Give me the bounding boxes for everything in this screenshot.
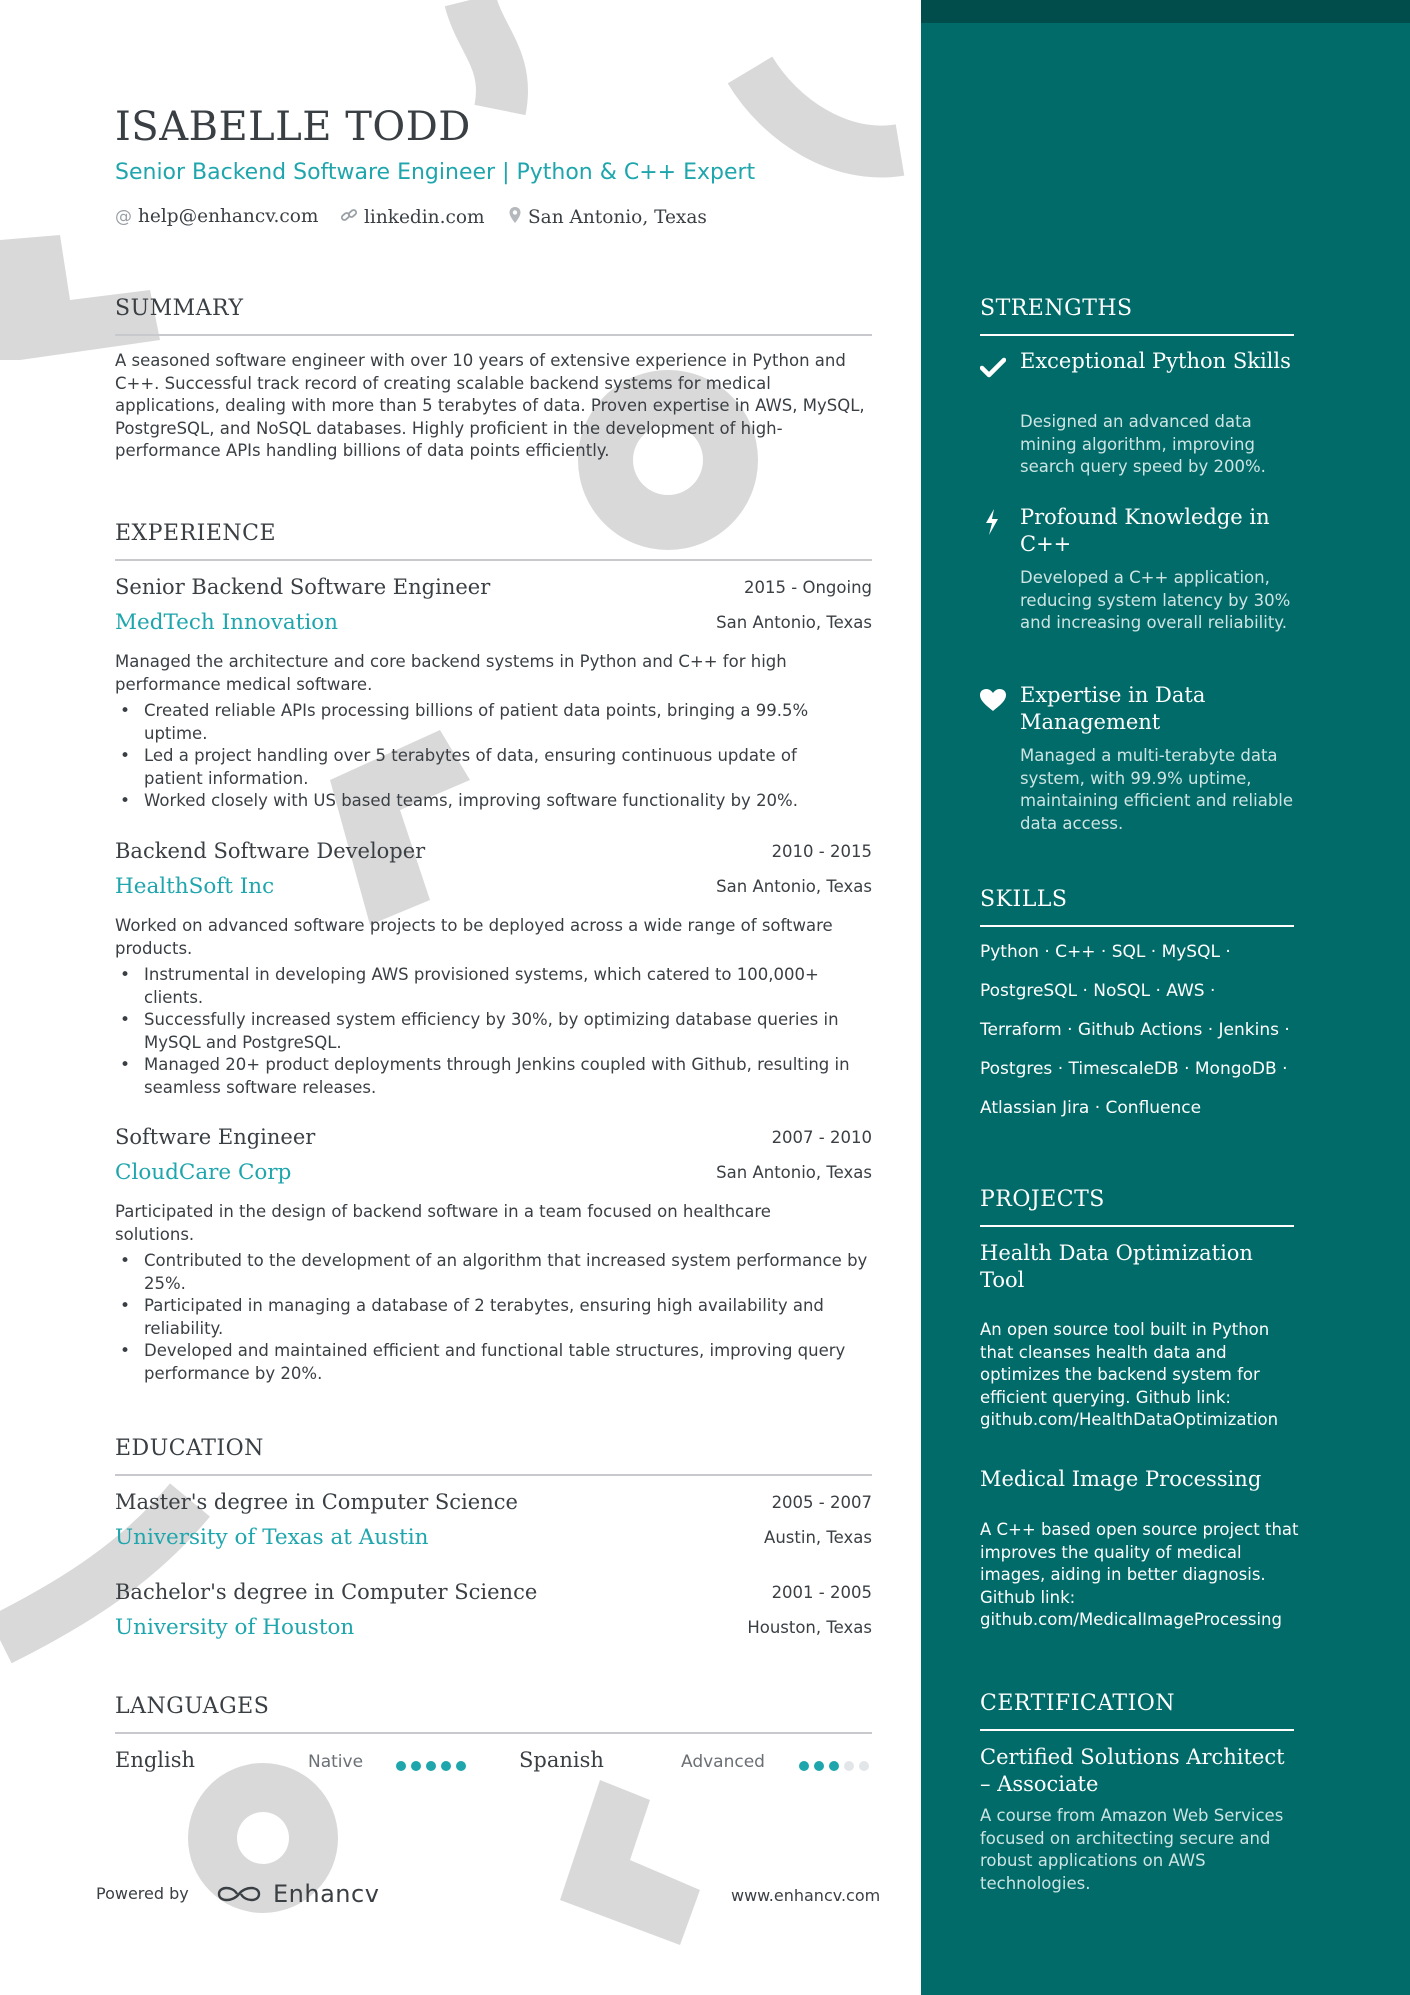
projects-divider xyxy=(980,1225,1294,1227)
strengths-heading: STRENGTHS xyxy=(980,296,1133,321)
location-pin-icon xyxy=(508,206,522,229)
education-dates: 2005 - 2007 xyxy=(771,1493,872,1512)
footer-url[interactable]: www.enhancv.com xyxy=(731,1886,881,1905)
experience-divider xyxy=(115,559,872,561)
job-bullets xyxy=(115,964,872,1099)
strength-description: Developed a C++ application, reducing system latency by 30% and increasing overall reliability. xyxy=(1020,568,1291,632)
job-bullet: • Created reliable APIs processing billions of patient data points, bringing a 99.5% uptime. xyxy=(115,700,848,745)
project-title: Health Data Optimization Tool xyxy=(980,1241,1253,1292)
linkedin-text: linkedin.com xyxy=(364,207,485,228)
skills-heading: SKILLS xyxy=(980,887,1068,912)
job-bullets xyxy=(115,700,872,813)
project-description: A C++ based open source project that improves the quality of medical images, aiding in better diagnosis. Github link: github.com/MedicalImageProcessing xyxy=(980,1520,1299,1629)
job-location: San Antonio, Texas xyxy=(716,877,872,896)
heart-icon xyxy=(979,688,1007,716)
enhancv-logo[interactable] xyxy=(215,1880,263,1912)
check-icon xyxy=(980,357,1006,383)
skills-line: Postgres · TimescaleDB · MongoDB · xyxy=(980,1059,1288,1079)
job-description: Worked on advanced software projects to be deployed across a wide range of software products. xyxy=(115,916,833,958)
languages-heading: LANGUAGES xyxy=(115,1694,270,1719)
job-bullet: • Developed and maintained efficient and functional table structures, improving query performance by 20%. xyxy=(115,1340,872,1385)
job-bullet: • Successfully increased system efficiency by 30%, by optimizing database queries in MySQL and PostgreSQL. xyxy=(115,1009,872,1054)
job-description: Managed the architecture and core backend systems in Python and C++ for high performance medical software. xyxy=(115,652,787,694)
education-location: Austin, Texas xyxy=(764,1528,872,1547)
strength-title: Profound Knowledge in C++ xyxy=(1020,505,1270,556)
language-level: Advanced xyxy=(681,1752,765,1772)
job-company: MedTech Innovation xyxy=(115,610,339,635)
education-degree: Bachelor's degree in Computer Science xyxy=(115,1580,538,1604)
rating-dot-empty xyxy=(844,1761,854,1771)
job-bullet: • Led a project handling over 5 terabytes of data, ensuring continuous update of patient information. xyxy=(115,745,832,790)
strengths-divider xyxy=(980,334,1294,336)
job-location: San Antonio, Texas xyxy=(716,613,872,632)
education-dates: 2001 - 2005 xyxy=(771,1583,872,1602)
skills-line: Terraform · Github Actions · Jenkins · xyxy=(980,1020,1290,1040)
rating-dot-filled xyxy=(814,1761,824,1771)
job-bullet: • Instrumental in developing AWS provisioned systems, which catered to 100,000+ clients. xyxy=(115,964,842,1009)
strength-title: Exceptional Python Skills xyxy=(1020,349,1291,373)
job-dates: 2015 - Ongoing xyxy=(744,578,872,597)
skills-line: PostgreSQL · NoSQL · AWS · xyxy=(980,981,1216,1001)
strength-description: Managed a multi-terabyte data system, with 99.9% uptime, maintaining efficient and reliable data access. xyxy=(1020,746,1294,833)
lightning-icon xyxy=(984,509,1000,539)
language-name: English xyxy=(115,1748,196,1772)
job-company: CloudCare Corp xyxy=(115,1160,292,1185)
sidebar-top-strip xyxy=(921,0,1410,23)
decor-arc xyxy=(750,70,900,152)
job-location: San Antonio, Texas xyxy=(716,1163,872,1182)
rating-dot-filled xyxy=(456,1761,466,1771)
language-rating xyxy=(799,1756,874,1775)
education-heading: EDUCATION xyxy=(115,1436,264,1461)
experience-heading: EXPERIENCE xyxy=(115,521,277,546)
rating-dot-empty xyxy=(859,1761,869,1771)
powered-by-label: Powered by xyxy=(96,1884,189,1903)
decor-block-bottom xyxy=(560,1780,700,1945)
link-icon xyxy=(340,206,358,229)
rating-dot-filled xyxy=(426,1761,436,1771)
rating-dot-filled xyxy=(396,1761,406,1771)
job-role: Backend Software Developer xyxy=(115,839,426,863)
certification-divider xyxy=(980,1729,1294,1731)
strength-description: Designed an advanced data mining algorithm, improving search query speed by 200%. xyxy=(1020,412,1266,476)
contact-linkedin[interactable] xyxy=(340,206,485,229)
email-text: help@enhancv.com xyxy=(138,206,319,227)
job-role: Senior Backend Software Engineer xyxy=(115,575,491,599)
rating-dot-filled xyxy=(441,1761,451,1771)
projects-heading: PROJECTS xyxy=(980,1187,1105,1212)
contact-email[interactable] xyxy=(115,206,318,227)
rating-dot-filled xyxy=(411,1761,421,1771)
at-icon: @ xyxy=(115,206,132,227)
job-bullet: • Contributed to the development of an algorithm that increased system performance by 25%. xyxy=(115,1250,872,1295)
skills-line: Python · C++ · SQL · MySQL · xyxy=(980,942,1231,962)
candidate-title: Senior Backend Software Engineer | Python & C++ Expert xyxy=(115,160,756,185)
education-school: University of Texas at Austin xyxy=(115,1525,429,1550)
candidate-name: ISABELLE TODD xyxy=(115,104,471,150)
summary-heading: SUMMARY xyxy=(115,296,244,321)
job-bullet: • Worked closely with US based teams, improving software functionality by 20%. xyxy=(115,790,872,813)
job-dates: 2010 - 2015 xyxy=(771,842,872,861)
skills-line: Atlassian Jira · Confluence xyxy=(980,1098,1202,1118)
skills-divider xyxy=(980,925,1294,927)
decor-curve xyxy=(470,0,502,110)
certification-description: A course from Amazon Web Services focused on architecting secure and robust applications on AWS technologies. xyxy=(980,1806,1284,1893)
education-location: Houston, Texas xyxy=(747,1618,872,1637)
project-title: Medical Image Processing xyxy=(980,1467,1262,1491)
job-bullet: • Managed 20+ product deployments through Jenkins coupled with Github, resulting in seamless software releases. xyxy=(115,1054,872,1099)
job-company: HealthSoft Inc xyxy=(115,874,275,899)
education-divider xyxy=(115,1474,872,1476)
job-role: Software Engineer xyxy=(115,1125,316,1149)
education-degree: Master's degree in Computer Science xyxy=(115,1490,518,1514)
rating-dot-filled xyxy=(829,1761,839,1771)
job-description: Participated in the design of backend software in a team focused on healthcare solutions. xyxy=(115,1202,771,1244)
summary-divider xyxy=(115,334,872,336)
languages-divider xyxy=(115,1732,872,1734)
certification-heading: CERTIFICATION xyxy=(980,1691,1176,1716)
location-text: San Antonio, Texas xyxy=(528,207,707,228)
rating-dot-filled xyxy=(799,1761,809,1771)
enhancv-logo-mark-icon xyxy=(215,1880,263,1908)
education-school: University of Houston xyxy=(115,1615,355,1640)
job-bullets xyxy=(115,1250,872,1385)
language-name: Spanish xyxy=(519,1748,604,1772)
enhancv-brand[interactable]: Enhancv xyxy=(273,1880,380,1908)
contact-location xyxy=(508,206,707,229)
project-description: An open source tool built in Python that cleanses health data and optimizes the backend system for efficient querying. Github link: github.com/HealthDataOptimization xyxy=(980,1320,1279,1429)
job-bullet: • Participated in managing a database of 2 terabytes, ensuring high availability and reliability. xyxy=(115,1295,872,1340)
summary-text: A seasoned software engineer with over 10 years of extensive experience in Python and C++. Successful track record of creating scalable backend systems for medical applications, dealing with more than 5 terabytes of data. Proven expertise in AWS, MySQL, PostgreSQL, and NoSQL databases. Highly proficient in the development of high-performance APIs handling billions of data points efficiently. xyxy=(115,351,865,460)
language-rating xyxy=(396,1756,471,1775)
language-level: Native xyxy=(308,1752,364,1772)
job-dates: 2007 - 2010 xyxy=(771,1128,872,1147)
certification-name: Certified Solutions Architect – Associate xyxy=(980,1745,1285,1796)
strength-title: Expertise in Data Management xyxy=(1020,683,1206,734)
